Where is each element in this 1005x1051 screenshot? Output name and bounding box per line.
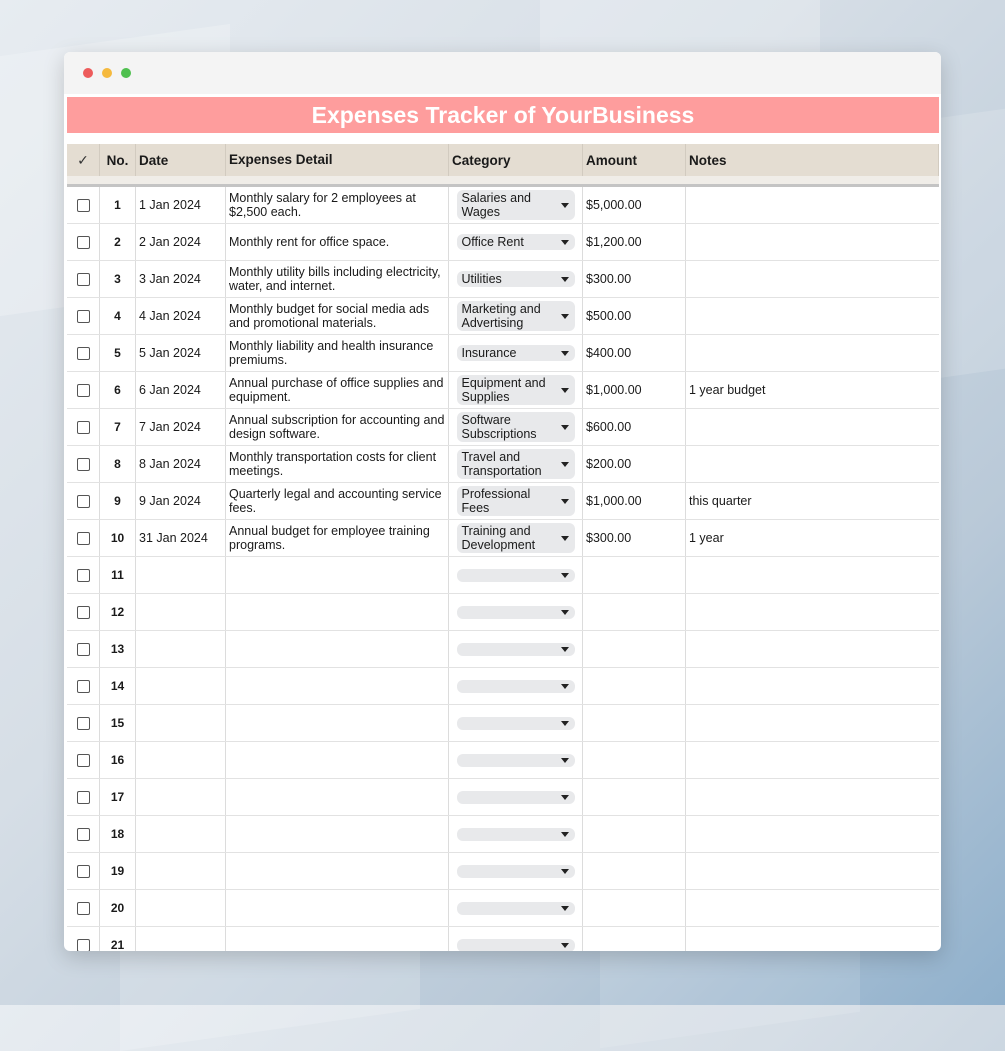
row-checkbox[interactable]	[77, 569, 90, 582]
row-checkbox-cell[interactable]	[67, 816, 100, 852]
date-cell[interactable]: 7 Jan 2024	[136, 409, 226, 445]
date-cell[interactable]: 2 Jan 2024	[136, 224, 226, 260]
table-row	[67, 224, 939, 261]
date-cell[interactable]	[136, 779, 226, 815]
header-amount[interactable]: Amount	[583, 144, 686, 176]
detail-cell[interactable]	[226, 557, 449, 593]
category-dropdown[interactable]	[457, 902, 575, 915]
row-checkbox-cell[interactable]	[67, 631, 100, 667]
category-cell[interactable]	[449, 705, 583, 741]
notes-cell[interactable]: 1 year	[689, 531, 724, 545]
detail-cell[interactable]: Monthly utility bills including electricity, water, and internet.	[226, 261, 449, 297]
notes-cell[interactable]	[686, 187, 939, 223]
table-row	[67, 779, 939, 816]
category-cell[interactable]	[449, 224, 583, 260]
row-checkbox-cell[interactable]	[67, 890, 100, 926]
category-cell[interactable]	[449, 779, 583, 815]
row-checkbox[interactable]	[77, 310, 90, 323]
chevron-down-icon[interactable]	[561, 869, 569, 874]
row-number: 1	[100, 187, 136, 223]
close-window-button[interactable]	[83, 68, 93, 78]
category-cell[interactable]	[449, 853, 583, 889]
header-no[interactable]: No.	[100, 144, 136, 176]
category-dropdown[interactable]	[457, 643, 575, 656]
amount-cell[interactable]	[583, 779, 686, 815]
amount-cell[interactable]: $500.00	[583, 298, 686, 334]
app-window	[64, 52, 941, 951]
notes-cell[interactable]	[686, 816, 939, 852]
category-cell[interactable]	[449, 335, 583, 371]
amount-cell[interactable]	[583, 631, 686, 667]
category-dropdown[interactable]	[457, 791, 575, 804]
category-value: Marketing and Advertising	[461, 302, 541, 330]
row-checkbox-cell[interactable]	[67, 779, 100, 815]
header-category[interactable]: Category	[449, 144, 583, 176]
notes-cell[interactable]	[686, 927, 939, 951]
notes-cell[interactable]	[686, 779, 939, 815]
category-cell[interactable]	[449, 261, 583, 297]
row-number: 21	[100, 927, 136, 951]
detail-cell[interactable]	[226, 927, 449, 951]
row-number: 8	[100, 446, 136, 482]
row-checkbox[interactable]	[77, 199, 90, 212]
amount-cell[interactable]	[583, 853, 686, 889]
amount-cell[interactable]: $5,000.00	[583, 187, 686, 223]
row-number: 13	[100, 631, 136, 667]
category-cell[interactable]	[449, 372, 583, 408]
notes-cell[interactable]	[686, 890, 939, 926]
amount-cell[interactable]: $300.00	[583, 261, 686, 297]
row-number: 2	[100, 224, 136, 260]
row-number: 7	[100, 409, 136, 445]
date-cell[interactable]	[136, 668, 226, 704]
date-cell[interactable]	[136, 705, 226, 741]
row-checkbox-cell[interactable]	[67, 187, 100, 223]
category-cell[interactable]	[449, 446, 583, 482]
chevron-down-icon[interactable]	[561, 277, 569, 282]
detail-cell[interactable]	[226, 816, 449, 852]
category-dropdown[interactable]	[457, 865, 575, 878]
table-row	[67, 335, 939, 372]
row-checkbox[interactable]	[77, 865, 90, 878]
date-cell[interactable]	[136, 742, 226, 778]
table-row	[67, 446, 939, 483]
row-checkbox-cell[interactable]	[67, 705, 100, 741]
row-checkbox[interactable]	[77, 273, 90, 286]
detail-cell[interactable]	[226, 631, 449, 667]
category-cell[interactable]	[449, 557, 583, 593]
category-cell[interactable]	[449, 594, 583, 630]
row-checkbox-cell[interactable]	[67, 483, 100, 519]
row-checkbox[interactable]	[77, 902, 90, 915]
amount-cell[interactable]: $400.00	[583, 335, 686, 371]
detail-cell[interactable]	[226, 853, 449, 889]
table-row	[67, 557, 939, 594]
row-number: 12	[100, 594, 136, 630]
category-value: Insurance	[461, 346, 517, 360]
table-row	[67, 298, 939, 335]
table-row	[67, 520, 939, 557]
row-number: 10	[100, 520, 136, 556]
category-dropdown[interactable]	[457, 523, 575, 553]
row-checkbox-cell[interactable]	[67, 298, 100, 334]
category-cell[interactable]	[449, 668, 583, 704]
row-checkbox[interactable]	[77, 717, 90, 730]
date-cell[interactable]	[136, 594, 226, 630]
row-number: 6	[100, 372, 136, 408]
detail-cell[interactable]	[226, 668, 449, 704]
chevron-down-icon[interactable]	[561, 684, 569, 689]
row-number: 3	[100, 261, 136, 297]
chevron-down-icon[interactable]	[561, 795, 569, 800]
table-row	[67, 742, 939, 779]
category-dropdown[interactable]	[457, 828, 575, 841]
table-row	[67, 668, 939, 705]
date-cell[interactable]	[136, 816, 226, 852]
maximize-window-button[interactable]	[121, 68, 131, 78]
date-cell[interactable]: 1 Jan 2024	[136, 187, 226, 223]
category-dropdown[interactable]	[457, 412, 575, 442]
row-checkbox[interactable]	[77, 680, 90, 693]
amount-cell[interactable]	[583, 742, 686, 778]
notes-cell[interactable]: 1 year budget	[689, 383, 766, 397]
date-cell[interactable]	[136, 853, 226, 889]
detail-cell[interactable]: Monthly liability and health insurance premiums.	[226, 335, 449, 371]
detail-cell[interactable]	[226, 742, 449, 778]
sheet-title: Expenses Tracker of YourBusiness	[67, 97, 939, 133]
header-divider	[67, 176, 939, 187]
header-notes[interactable]: Notes	[686, 144, 939, 176]
chevron-down-icon[interactable]	[561, 721, 569, 726]
category-cell[interactable]	[449, 890, 583, 926]
table-body	[67, 187, 939, 951]
category-cell[interactable]	[449, 520, 583, 556]
row-checkbox-cell[interactable]	[67, 224, 100, 260]
category-dropdown[interactable]	[457, 569, 575, 582]
date-cell[interactable]: 6 Jan 2024	[136, 372, 226, 408]
category-dropdown[interactable]	[457, 754, 575, 767]
category-dropdown[interactable]	[457, 234, 575, 250]
notes-cell[interactable]: this quarter	[689, 494, 752, 508]
table-header-row	[67, 144, 939, 176]
row-checkbox[interactable]	[77, 791, 90, 804]
chevron-down-icon[interactable]	[561, 647, 569, 652]
detail-cell[interactable]: Monthly budget for social media ads and promotional materials.	[226, 298, 449, 334]
table-row	[67, 261, 939, 298]
category-dropdown[interactable]	[457, 375, 575, 405]
amount-cell[interactable]: $1,200.00	[583, 224, 686, 260]
category-dropdown[interactable]	[457, 345, 575, 361]
expenses-table	[67, 144, 939, 951]
date-cell[interactable]: 9 Jan 2024	[136, 483, 226, 519]
row-checkbox[interactable]	[77, 458, 90, 471]
row-checkbox-cell[interactable]	[67, 446, 100, 482]
category-cell[interactable]	[449, 631, 583, 667]
header-detail[interactable]: Expenses Detail	[226, 144, 449, 176]
amount-cell[interactable]: $200.00	[583, 446, 686, 482]
category-cell[interactable]	[449, 187, 583, 223]
category-dropdown[interactable]	[457, 301, 575, 331]
detail-cell[interactable]	[226, 890, 449, 926]
category-dropdown[interactable]	[457, 449, 575, 479]
table-row	[67, 594, 939, 631]
notes-cell[interactable]	[686, 853, 939, 889]
category-cell[interactable]	[449, 298, 583, 334]
date-cell[interactable]	[136, 631, 226, 667]
chevron-down-icon[interactable]	[561, 351, 569, 356]
row-checkbox[interactable]	[77, 421, 90, 434]
chevron-down-icon[interactable]	[561, 536, 569, 541]
category-dropdown[interactable]	[457, 271, 575, 287]
category-value: Salaries and Wages	[461, 191, 531, 219]
table-row	[67, 927, 939, 951]
category-dropdown[interactable]	[457, 606, 575, 619]
detail-cell[interactable]: Monthly salary for 2 employees at $2,500 each.	[226, 187, 449, 223]
row-checkbox[interactable]	[77, 606, 90, 619]
table-row	[67, 372, 939, 409]
minimize-window-button[interactable]	[102, 68, 112, 78]
chevron-down-icon[interactable]	[561, 832, 569, 837]
category-dropdown[interactable]	[457, 939, 575, 952]
header-check	[67, 144, 100, 176]
table-row	[67, 853, 939, 890]
row-checkbox-cell[interactable]	[67, 261, 100, 297]
row-checkbox-cell[interactable]	[67, 853, 100, 889]
row-checkbox-cell[interactable]	[67, 372, 100, 408]
notes-cell[interactable]	[686, 409, 939, 445]
date-cell[interactable]	[136, 557, 226, 593]
category-dropdown[interactable]	[457, 717, 575, 730]
table-row	[67, 483, 939, 520]
category-value: Office Rent	[461, 235, 524, 249]
table-row	[67, 890, 939, 927]
detail-cell[interactable]: Annual subscription for accounting and design software.	[226, 409, 449, 445]
category-cell[interactable]	[449, 927, 583, 951]
chevron-down-icon[interactable]	[561, 462, 569, 467]
row-number: 17	[100, 779, 136, 815]
row-checkbox[interactable]	[77, 754, 90, 767]
row-number: 9	[100, 483, 136, 519]
detail-cell[interactable]: Monthly transportation costs for client meetings.	[226, 446, 449, 482]
detail-cell[interactable]: Annual purchase of office supplies and equipment.	[226, 372, 449, 408]
chevron-down-icon[interactable]	[561, 388, 569, 393]
category-value: Software Subscriptions	[461, 413, 537, 441]
category-dropdown[interactable]	[457, 486, 575, 516]
amount-cell[interactable]: $300.00	[583, 520, 686, 556]
row-number: 19	[100, 853, 136, 889]
row-checkbox[interactable]	[77, 236, 90, 249]
checkmark-icon: ✓	[77, 151, 89, 168]
row-checkbox-cell[interactable]	[67, 520, 100, 556]
notes-cell[interactable]	[686, 631, 939, 667]
table-row	[67, 409, 939, 446]
row-number: 11	[100, 557, 136, 593]
date-cell[interactable]: 31 Jan 2024	[136, 520, 226, 556]
notes-cell[interactable]	[686, 742, 939, 778]
amount-cell[interactable]	[583, 927, 686, 951]
amount-cell[interactable]	[583, 557, 686, 593]
category-value: Professional Fees	[461, 487, 531, 515]
row-checkbox-cell[interactable]	[67, 927, 100, 951]
category-value: Training and Development	[461, 524, 536, 552]
table-row	[67, 705, 939, 742]
detail-cell[interactable]: Monthly rent for office space.	[226, 224, 449, 260]
date-cell[interactable]: 5 Jan 2024	[136, 335, 226, 371]
row-number: 16	[100, 742, 136, 778]
chevron-down-icon[interactable]	[561, 573, 569, 578]
notes-cell[interactable]	[686, 594, 939, 630]
row-checkbox-cell[interactable]	[67, 409, 100, 445]
chevron-down-icon[interactable]	[561, 314, 569, 319]
date-cell[interactable]	[136, 927, 226, 951]
detail-cell[interactable]	[226, 705, 449, 741]
notes-cell[interactable]	[686, 705, 939, 741]
row-checkbox-cell[interactable]	[67, 668, 100, 704]
table-row	[67, 187, 939, 224]
chevron-down-icon[interactable]	[561, 906, 569, 911]
category-dropdown[interactable]	[457, 680, 575, 693]
row-number: 5	[100, 335, 136, 371]
row-checkbox-cell[interactable]	[67, 557, 100, 593]
row-checkbox[interactable]	[77, 495, 90, 508]
category-dropdown[interactable]	[457, 190, 575, 220]
chevron-down-icon[interactable]	[561, 240, 569, 245]
category-cell[interactable]	[449, 742, 583, 778]
chevron-down-icon[interactable]	[561, 499, 569, 504]
category-value: Equipment and Supplies	[461, 376, 546, 404]
notes-cell[interactable]	[686, 668, 939, 704]
chevron-down-icon[interactable]	[561, 943, 569, 948]
row-checkbox[interactable]	[77, 643, 90, 656]
notes-cell[interactable]	[686, 224, 939, 260]
category-cell[interactable]	[449, 409, 583, 445]
category-value: Travel and Transportation	[461, 450, 542, 478]
table-row	[67, 631, 939, 668]
detail-cell[interactable]: Annual budget for employee training programs.	[226, 520, 449, 556]
amount-cell[interactable]	[583, 705, 686, 741]
amount-cell[interactable]	[583, 816, 686, 852]
detail-cell[interactable]	[226, 779, 449, 815]
amount-cell[interactable]	[583, 668, 686, 704]
row-checkbox-cell[interactable]	[67, 742, 100, 778]
category-value: Utilities	[461, 272, 502, 286]
date-cell[interactable]: 4 Jan 2024	[136, 298, 226, 334]
amount-cell[interactable]: $1,000.00	[583, 372, 686, 408]
notes-cell[interactable]	[686, 557, 939, 593]
chevron-down-icon[interactable]	[561, 425, 569, 430]
chevron-down-icon[interactable]	[561, 203, 569, 208]
row-checkbox[interactable]	[77, 384, 90, 397]
chevron-down-icon[interactable]	[561, 610, 569, 615]
row-number: 4	[100, 298, 136, 334]
amount-cell[interactable]: $600.00	[583, 409, 686, 445]
detail-cell[interactable]: Quarterly legal and accounting service fees.	[226, 483, 449, 519]
category-cell[interactable]	[449, 816, 583, 852]
date-cell[interactable]: 8 Jan 2024	[136, 446, 226, 482]
row-checkbox-cell[interactable]	[67, 335, 100, 371]
row-checkbox[interactable]	[77, 532, 90, 545]
chevron-down-icon[interactable]	[561, 758, 569, 763]
row-number: 18	[100, 816, 136, 852]
row-number: 15	[100, 705, 136, 741]
row-checkbox[interactable]	[77, 347, 90, 360]
row-checkbox-cell[interactable]	[67, 594, 100, 630]
date-cell[interactable]: 3 Jan 2024	[136, 261, 226, 297]
date-cell[interactable]	[136, 890, 226, 926]
row-checkbox[interactable]	[77, 939, 90, 952]
notes-cell[interactable]	[686, 261, 939, 297]
notes-cell[interactable]	[686, 298, 939, 334]
row-number: 14	[100, 668, 136, 704]
header-date[interactable]: Date	[136, 144, 226, 176]
category-cell[interactable]	[449, 483, 583, 519]
window-titlebar	[64, 52, 941, 94]
amount-cell[interactable]	[583, 890, 686, 926]
notes-cell[interactable]	[686, 446, 939, 482]
amount-cell[interactable]: $1,000.00	[583, 483, 686, 519]
notes-cell[interactable]	[686, 335, 939, 371]
table-row	[67, 816, 939, 853]
row-number: 20	[100, 890, 136, 926]
amount-cell[interactable]	[583, 594, 686, 630]
row-checkbox[interactable]	[77, 828, 90, 841]
detail-cell[interactable]	[226, 594, 449, 630]
